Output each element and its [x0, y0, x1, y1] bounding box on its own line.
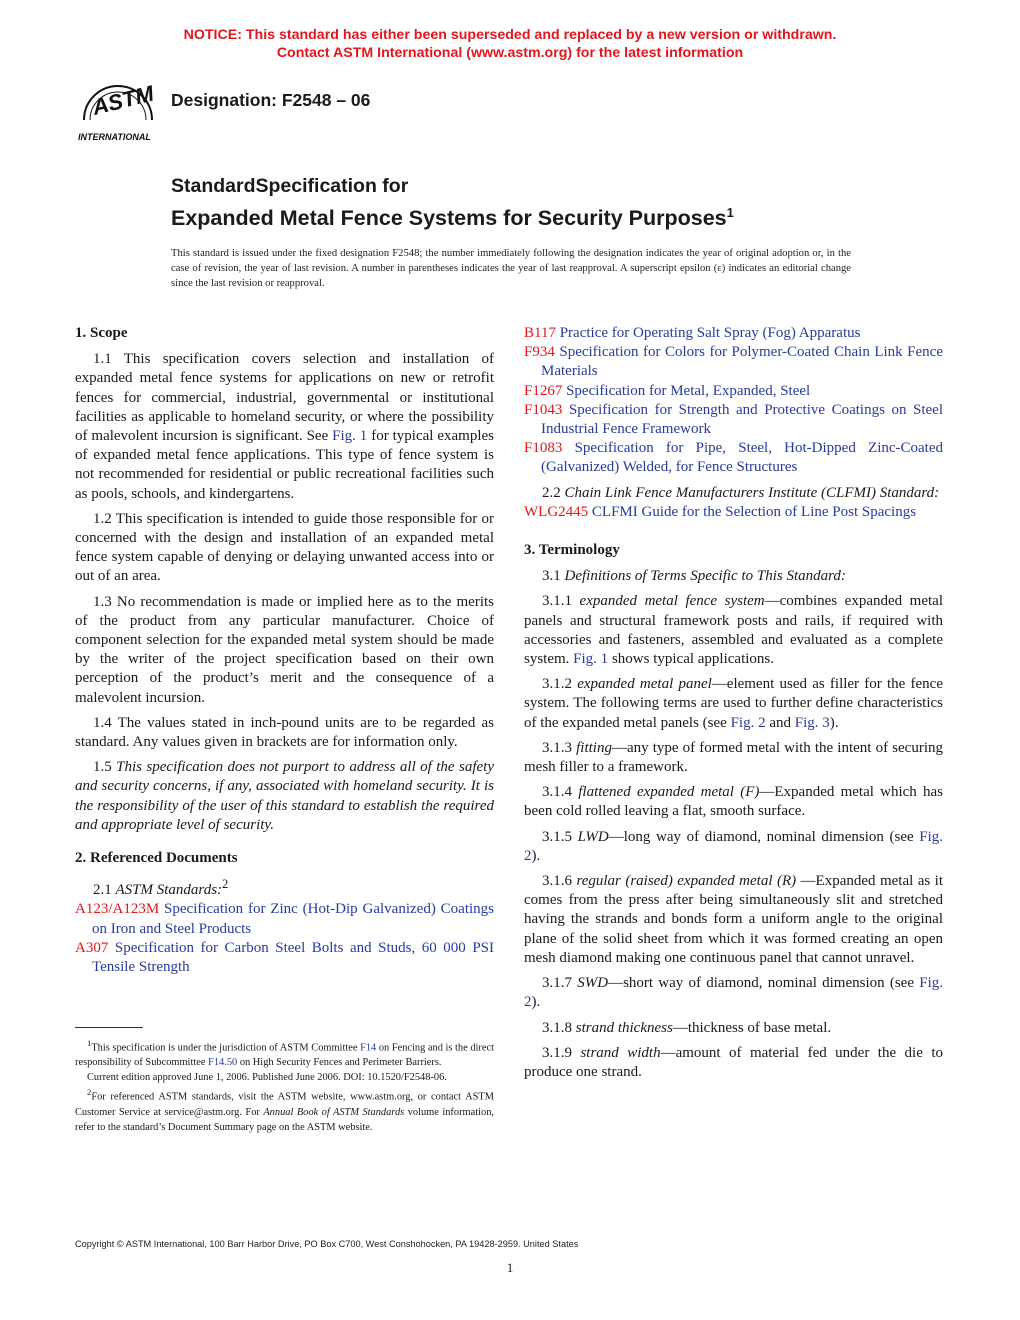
para-1-4: 1.4 The values stated in inch-pound units are to be regarded as standard. Any values given in brackets are for information only. — [75, 714, 494, 751]
reference-title[interactable]: Specification for Metal, Expanded, Steel — [566, 382, 811, 399]
para-3-1 — [524, 567, 943, 586]
left-reference-list — [75, 900, 494, 977]
definition-text: —Expanded metal which has been cold rolled leaving a flat, smooth surface. — [524, 784, 944, 820]
definition-3-1-4 — [524, 783, 943, 821]
footnote-2-italic: Annual Book of ASTM Standards — [263, 1106, 405, 1118]
reference-code[interactable]: F1083 — [524, 440, 563, 457]
section-refdocs-heading: 2. Referenced Documents — [75, 850, 238, 867]
definition-3-1-1 — [524, 592, 943, 669]
reference-code[interactable]: F1267 — [524, 382, 563, 399]
document-title — [171, 174, 734, 233]
reference-item[interactable] — [524, 401, 943, 439]
footnotes — [75, 1036, 494, 1135]
definition-term: expanded metal fence system — [579, 593, 765, 610]
copyright-line: Copyright © ASTM International, 100 Barr Harbor Drive, PO Box C700, West Conshohocken, PA 19428-2959. United States — [75, 1239, 579, 1249]
para-1-5 — [75, 758, 494, 835]
reference-item[interactable] — [524, 324, 943, 343]
left-column — [75, 324, 494, 977]
title-line-1: StandardSpecification for — [171, 175, 409, 197]
footnote-1-edition: Current edition approved June 1, 2006. Published June 2006. DOI: 10.1520/F2548-06. — [87, 1072, 447, 1084]
para-2-1 — [75, 875, 494, 900]
footnote-2 — [75, 1085, 494, 1134]
definition-text: —any type of formed metal with the intent of securing mesh filler to a framework. — [524, 739, 943, 776]
definition-3-1-6 — [524, 872, 943, 968]
para-2-2-text: Chain Link Fence Manufacturers Institute (CLFMI) Standard: — [564, 484, 940, 501]
definition-3-1-7 — [524, 974, 943, 1012]
footnote-2-mark: 2 — [87, 1087, 92, 1098]
definition-term: expanded metal panel — [577, 676, 712, 693]
definition-3-1-3 — [524, 739, 943, 777]
definition-text: —Expanded metal as it comes from the press after being simultaneously slit and stretched having the strands and bonds form a uniform angle to the original plane of the solid sheet from which it was formed creating an open mesh diamond making one continuous panel that cannot unravel. — [524, 873, 943, 966]
definition-term: LWD — [577, 828, 609, 845]
definition-3-1-2 — [524, 675, 943, 733]
reference-code[interactable]: F934 — [524, 344, 555, 361]
fig-2-link[interactable]: Fig. 2 — [730, 714, 766, 731]
title-text: Expanded Metal Fence Systems for Security Purposes — [171, 206, 727, 231]
para-2-1-sup: 2 — [222, 877, 229, 892]
para-2-1-num: 2.1 — [93, 882, 112, 899]
definition-text: —thickness of base metal. — [672, 1019, 832, 1036]
definition-term: flattened expanded metal (F) — [578, 784, 760, 801]
definition-text-mid: and — [765, 714, 795, 731]
para-1-1-text-end: for typical examples of expanded metal fence applications. This type of fence system is not recommended for residential or public recreational facilities such as pools, schools, and kindergartens. — [75, 428, 494, 502]
definition-num: 3.1.3 — [542, 739, 572, 756]
reference-title[interactable]: Specification for Zinc (Hot-Dip Galvanized) Coatings on Iron and Steel Products — [92, 901, 494, 937]
footnote-divider — [75, 1027, 143, 1028]
para-1-1-text: 1.1 This specification covers selection and installation of expanded metal fence systems for applications on new or retrofit fences for commercial, industrial, governmental or institutional facilities as applicable to homeland security, or where the possibility of malevolent incursion is significant. See — [75, 351, 494, 445]
reference-code[interactable]: A123/A123M — [75, 901, 160, 918]
designation: Designation: F2548 – 06 — [171, 90, 371, 110]
definition-text: —amount of material fed under the die to produce one strand. — [524, 1044, 944, 1080]
definition-num: 3.1.8 — [542, 1019, 572, 1036]
definition-text: —short way of diamond, nominal dimension (see — [608, 975, 920, 992]
notice-line-1: NOTICE: This standard has either been superseded and replaced by a new version or withdrawn. — [183, 27, 837, 43]
section-scope-heading: 1. Scope — [75, 325, 128, 341]
fig-1-link[interactable]: Fig. 1 — [573, 651, 609, 668]
para-1-5-text: This specification does not purport to address all of the safety and security concerns, if any, associated with homeland security. It is the responsibility of the user of this standard to establish the required and appropriate level of security. — [75, 759, 494, 833]
definition-term: SWD — [577, 975, 609, 992]
page-number: 1 — [506, 1260, 514, 1275]
definition-text: —long way of diamond, nominal dimension (see — [608, 828, 920, 845]
reference-title[interactable]: Specification for Colors for Polymer-Coated Chain Link Fence Materials — [541, 344, 943, 380]
definition-num: 3.1.2 — [542, 676, 572, 693]
reference-code[interactable]: F1043 — [524, 401, 563, 418]
footnote-1-mark: 1 — [87, 1038, 92, 1048]
right-reference-list — [524, 324, 943, 478]
fig-3-link[interactable]: Fig. 3 — [794, 714, 830, 731]
definition-3-1-8 — [524, 1019, 943, 1038]
reference-title[interactable]: Specification for Pipe, Steel, Hot-Dipped Zinc-Coated (Galvanized) Welded, for Fence Structures — [541, 440, 944, 476]
issued-note: This standard is issued under the fixed designation F2548; the number immediately following the designation indicates the year of original adoption or, in the case of revision, the year of last revision. A number in parentheses indicates the year of last reapproval. A superscript epsilon (ε) indicates an editorial change since the last revision or reapproval. — [171, 248, 851, 289]
definition-num: 3.1.9 — [542, 1044, 572, 1061]
definition-term: fitting — [576, 739, 612, 756]
para-2-1-text: ASTM Standards: — [115, 882, 223, 899]
reference-item[interactable] — [524, 439, 943, 477]
subcommittee-f14-50-link[interactable]: F14.50 — [208, 1057, 238, 1069]
definition-3-1-5 — [524, 828, 943, 866]
footnote-2-text: For referenced ASTM standards, visit the ASTM website, www.astm.org, or contact ASTM Customer Service at service@astm.org. For — [75, 1091, 494, 1118]
para-1-3: 1.3 No recommendation is made or implied here as to the merits of the product from any particular manufacturer. Choice of component selection for the expanded metal system should be made by the writer of the project specification based on their own perception of the product’s merit and the consequence of a malevolent incursion. — [75, 593, 494, 706]
logo-subtext: INTERNATIONAL — [78, 132, 151, 142]
definition-text-end: ). — [531, 994, 541, 1011]
definition-text: —element used as filler for the fence system. The following terms are used to further define characteristics of the expanded metal panels (see — [524, 676, 943, 731]
definition-num: 3.1.6 — [542, 873, 572, 890]
para-1-5-num: 1.5 — [93, 759, 112, 776]
definition-text: —combines expanded metal panels and structural framework posts and rails, if required with accessories and fasteners, assembled and evaluated as a complete system. — [524, 593, 943, 668]
reference-item[interactable] — [75, 939, 494, 977]
para-3-1-text: Definitions of Terms Specific to This Standard: — [564, 568, 846, 585]
logo-letter-a: ASTM — [89, 80, 157, 120]
definition-term: regular (raised) expanded metal (R) — [576, 873, 797, 890]
definition-term: strand width — [580, 1044, 661, 1061]
reference-title[interactable]: Specification for Strength and Protective Coatings on Steel Industrial Fence Framework — [541, 401, 944, 438]
para-1-1 — [75, 350, 494, 504]
definition-text-end: ). — [829, 714, 839, 731]
para-3-1-num: 3.1 — [542, 568, 561, 585]
para-2-2-num: 2.2 — [542, 484, 561, 501]
definition-num: 3.1.4 — [542, 784, 572, 801]
fig-2-link[interactable]: Fig. 2 — [524, 828, 944, 864]
reference-item[interactable] — [524, 382, 943, 401]
definition-term: strand thickness — [575, 1019, 673, 1036]
definition-num: 3.1.1 — [542, 593, 572, 610]
definition-text-end: ). — [531, 847, 541, 864]
committee-f14-link[interactable]: F14 — [360, 1042, 377, 1054]
footnote-1 — [75, 1036, 494, 1070]
reference-item[interactable] — [524, 343, 943, 381]
clfmi-reference-item[interactable] — [524, 503, 943, 522]
footnote-1-text-end: on High Security Fences and Perimeter Barriers. — [237, 1057, 442, 1069]
title-line-2 — [171, 198, 734, 233]
para-1-2: 1.2 This specification is intended to guide those responsible for or concerned with the design and installation of an expanded metal fence system capable of denying or delaying unwanted access into or out of an area. — [75, 510, 494, 585]
astm-logo — [74, 74, 162, 144]
reference-item[interactable] — [75, 900, 494, 938]
reference-title[interactable]: Specification for Carbon Steel Bolts and Studs, 60 000 PSI Tensile Strength — [92, 939, 495, 976]
reference-title[interactable]: CLFMI Guide for the Selection of Line Post Spacings — [591, 503, 917, 520]
footnote-2-text-end: volume information, refer to the standard’s Document Summary page on the ASTM website. — [75, 1106, 494, 1133]
footnote-1-text: This specification is under the jurisdiction of ASTM Committee — [91, 1042, 361, 1054]
right-column — [524, 324, 943, 1088]
notice-line-2: Contact ASTM International (www.astm.org) for the latest information — [276, 45, 744, 61]
definition-text-end: shows typical applications. — [608, 651, 774, 668]
definition-num: 3.1.7 — [542, 975, 572, 992]
reference-code[interactable]: B117 — [524, 325, 556, 341]
footnote-1-text-mid: on Fencing and is the direct responsibility of Subcommittee — [75, 1042, 494, 1069]
section-terminology-heading: 3. Terminology — [524, 542, 620, 559]
fig-2-link[interactable]: Fig. 2 — [524, 975, 943, 1011]
reference-title[interactable]: Practice for Operating Salt Spray (Fog) Apparatus — [559, 325, 861, 341]
reference-code[interactable]: WLG2445 — [524, 503, 589, 520]
para-2-2 — [524, 484, 943, 503]
astm-international-logo-icon — [74, 74, 162, 144]
supersede-notice — [0, 26, 1020, 62]
title-footnote-mark: 1 — [726, 205, 734, 220]
fig-1-link[interactable]: Fig. 1 — [332, 428, 368, 445]
definition-3-1-9 — [524, 1044, 943, 1082]
reference-code[interactable]: A307 — [75, 939, 109, 956]
definition-num: 3.1.5 — [542, 828, 572, 845]
